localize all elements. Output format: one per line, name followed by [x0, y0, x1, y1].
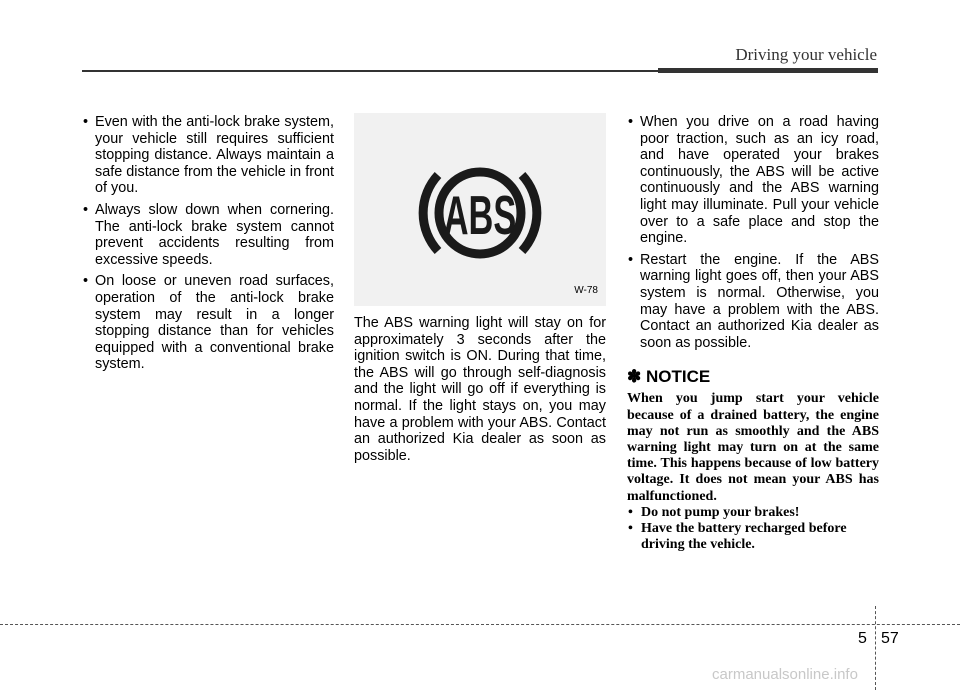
notice-body [627, 391, 879, 553]
list-item: • On loose or uneven road surfaces, operation of the anti-lock brake system may result in a longer stopping distance than for vehicles equipped with a conventional brake system. [82, 273, 334, 373]
notice-title: NOTICE [645, 367, 711, 387]
footer-rule [0, 624, 960, 625]
abs-icon-label: ABS [443, 185, 517, 247]
notice-icon: ✽ [627, 367, 642, 387]
abs-light-paragraph: The ABS warning light will stay on for approximately 3 seconds after the ignition switch is ON. During that time, the ABS will go through self-diagnosis and the light will go off if everything is normal. If the light stays on, you may have a problem with your ABS. Contact an authorized Kia dealer as soon as possible. [354, 315, 606, 464]
figure-code: W-78 [574, 285, 598, 297]
list-item: • Have the battery recharged before driving the vehicle. [627, 521, 879, 553]
list-item: • When you drive on a road having poor traction, such as an icy road, and have operated your brakes continuously, the ABS will be active continuously and the ABS warning light may illuminate. Pull your vehicle over to a safe place and stop the engine. [627, 114, 879, 247]
page-number: 57 [881, 630, 899, 647]
left-bullet-list [82, 114, 334, 373]
page-number-divider [875, 606, 876, 690]
notice-text: When you jump start your vehicle because of a drained battery, the engine may not run as smoothly and the ABS warning light may turn on at the same time. This happens because of low battery voltage. It does not mean your ABS has malfunctioned. [627, 391, 879, 504]
chapter-number: 5 [858, 630, 867, 647]
middle-column [354, 113, 606, 464]
notice-heading [627, 367, 879, 387]
list-item: • Restart the engine. If the ABS warning light goes off, then your ABS system is normal. Otherwise, you may have a problem with the ABS. Contact an authorized Kia dealer as soon as possible. [627, 252, 879, 352]
list-item: • Do not pump your brakes! [627, 505, 879, 521]
list-item: • Even with the anti-lock brake system, your vehicle still requires sufficient stopping distance. Always maintain a safe distance from the vehicle in front of you. [82, 114, 334, 197]
header-rule-accent [658, 68, 878, 73]
watermark: carmanualsonline.info [712, 666, 858, 683]
section-title: Driving your vehicle [735, 45, 877, 64]
right-column [627, 114, 879, 553]
right-bullet-list [627, 114, 879, 351]
list-item: • Always slow down when cornering. The anti-lock brake system cannot prevent accidents resulting from excessive speeds. [82, 202, 334, 268]
left-column [82, 114, 334, 378]
notice-bullet-list [627, 505, 879, 554]
abs-warning-figure [354, 113, 606, 306]
abs-warning-icon [354, 113, 606, 306]
